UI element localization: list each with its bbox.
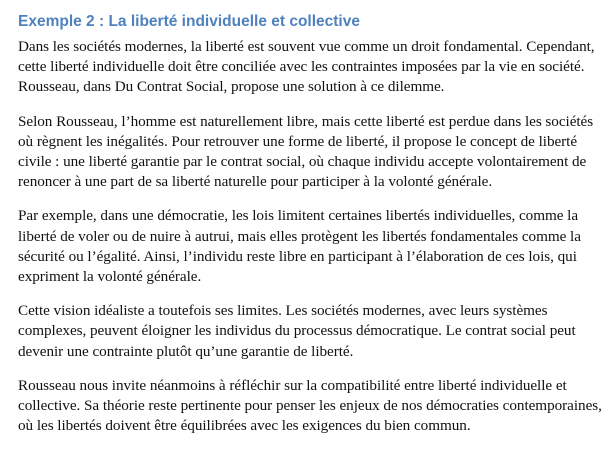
- section-heading: Exemple 2 : La liberté individuelle et collective: [18, 13, 360, 30]
- paragraph-rousseau-civil-liberty: Selon Rousseau, l’homme est naturellement libre, mais cette liberté est perdue dans les sociétés où règnent les inégalités. Pour retrouver une forme de liberté, il propose le concept de liberté civile : une liberté garantie par le contrat social, où chaque individu accepte volontairement de renoncer à une part de sa liberté naturelle pour participer à la volonté générale.: [18, 112, 594, 191]
- paragraph-intro: Dans les sociétés modernes, la liberté est souvent vue comme un droit fondamental. Cependant, cette liberté individuelle doit être conciliée avec les contraintes imposées par la vie en société. Rousseau, dans Du Contrat Social, propose une solution à ce dilemme.: [18, 38, 595, 96]
- paragraph-limits: Cette vision idéaliste a toutefois ses limites. Les sociétés modernes, avec leurs systèmes complexes, peuvent éloigner les individus du processus démocratique. Le contrat social peut devenir une contrainte plutôt qu’une garantie de liberté.: [18, 302, 576, 360]
- document-body: [18, 12, 603, 450]
- paragraph-democracy-example: Par exemple, dans une démocratie, les lois limitent certaines libertés individuelles, comme la liberté de voler ou de nuire à autrui, mais elles protègent les libertés fondamentales comme la sécurité ou l’égalité. Ainsi, l’individu reste libre en participant à l’élaboration de ces lois, qui expriment la volonté générale.: [18, 207, 581, 286]
- paragraph-conclusion: Rousseau nous invite néanmoins à réfléchir sur la compatibilité entre liberté individuelle et collective. Sa théorie reste pertinente pour penser les enjeux de nos démocraties contemporaines, où les libertés doivent être équilibrées avec les exigences du bien commun.: [18, 376, 602, 435]
